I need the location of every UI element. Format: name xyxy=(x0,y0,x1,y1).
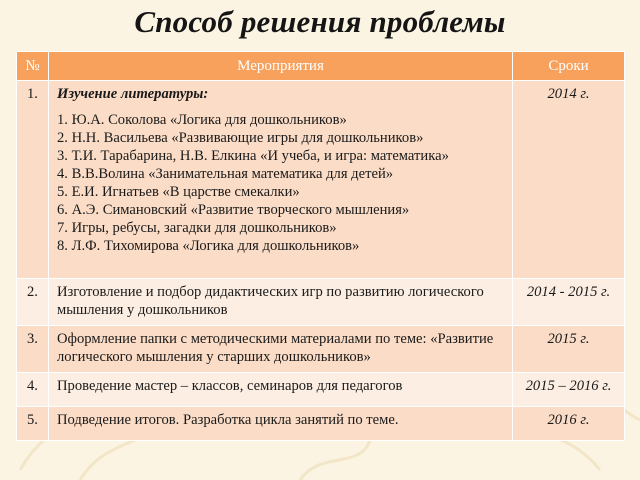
table-row xyxy=(17,407,625,441)
list-item: 7. Игры, ребусы, загадки для дошкольников» xyxy=(57,220,337,236)
header-activities: Мероприятия xyxy=(49,52,513,81)
list-item: 3. Т.И. Тарабарина, Н.В. Елкина «И учеба, и игра: математика» xyxy=(57,148,449,164)
row-number: 5. xyxy=(17,407,49,441)
literature-heading: Изучение литературы: xyxy=(57,86,209,102)
row-activity: Изготовление и подбор дидактических игр по развитию логического мышления у дошкольников xyxy=(49,279,513,326)
row-deadline: 2015 – 2016 г. xyxy=(513,373,625,407)
row-activity: Проведение мастер – классов, семинаров для педагогов xyxy=(49,373,513,407)
list-item: 4. В.В.Волина «Занимательная математика для детей» xyxy=(57,166,394,182)
list-item: 5. Е.И. Игнатьев «В царстве смекалки» xyxy=(57,184,300,200)
table-header-row xyxy=(17,52,625,81)
row-number: 4. xyxy=(17,373,49,407)
row-number: 2. xyxy=(17,279,49,326)
header-number: № xyxy=(17,52,49,81)
action-plan-table xyxy=(16,51,625,441)
row-deadline: 2015 г. xyxy=(513,326,625,373)
row-activity xyxy=(49,81,513,279)
row-number: 3. xyxy=(17,326,49,373)
row-deadline: 2014 г. xyxy=(513,81,625,279)
list-item: 1. Ю.А. Соколова «Логика для дошкольников» xyxy=(57,112,347,128)
table-row xyxy=(17,81,625,279)
row-deadline: 2014 - 2015 г. xyxy=(513,279,625,326)
row-deadline: 2016 г. xyxy=(513,407,625,441)
row-activity: Подведение итогов. Разработка цикла занятий по теме. xyxy=(49,407,513,441)
table-row xyxy=(17,279,625,326)
list-item: 6. А.Э. Симановский «Развитие творческого мышления» xyxy=(57,202,410,218)
list-item: 8. Л.Ф. Тихомирова «Логика для дошкольников» xyxy=(57,238,360,254)
row-activity: Оформление папки с методическими материалами по теме: «Развитие логического мышления у старших дошкольников» xyxy=(49,326,513,373)
page-title: Способ решения проблемы xyxy=(134,4,506,39)
table-row xyxy=(17,373,625,407)
row-number: 1. xyxy=(17,81,49,279)
table-row xyxy=(17,326,625,373)
header-deadlines: Сроки xyxy=(513,52,625,81)
list-item: 2. Н.Н. Васильева «Развивающие игры для дошкольников» xyxy=(57,130,424,146)
literature-list xyxy=(57,111,506,255)
